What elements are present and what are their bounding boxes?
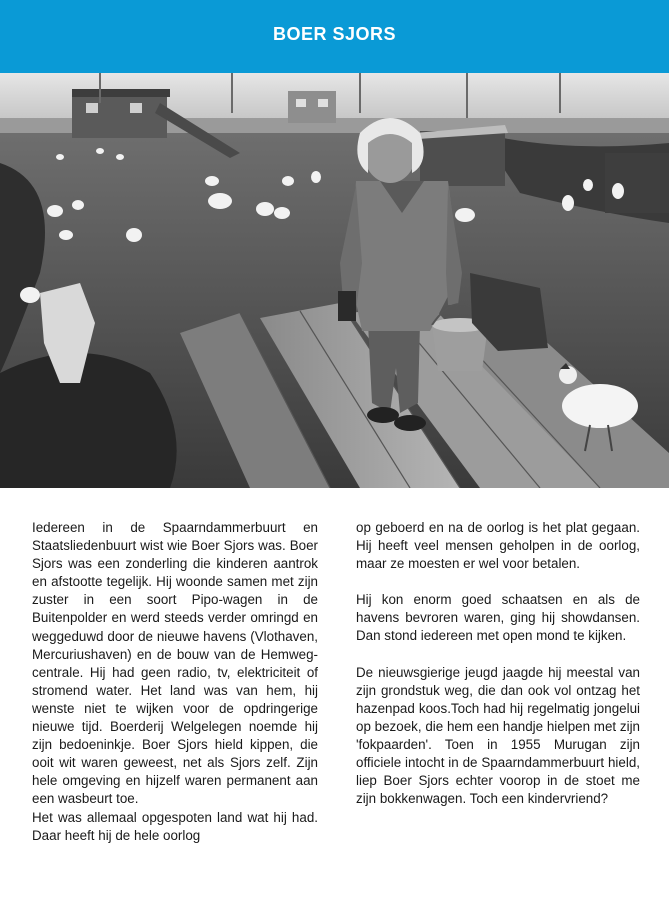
paragraph: Het was allemaal opgespoten land wat hij had. Daar heeft hij de hele oorlog [32, 809, 318, 843]
shack-center [288, 91, 336, 123]
photo-farmer-with-chickens [0, 73, 669, 488]
paragraph: Iedereen in de Spaarndammerbuurt en Staatsliedenbuurt wist wie Boer Sjors was. Boer Sjors was een zonderling die kinderen aantrok en afstootte tegelijk. Hij woonde samen met zijn zuster in een soort Pipo-wagen in de Buitenpolder en werd steeds verder omringd en weggeduwd door de nieuwe havens (Vlothaven, Mercuriushaven) en de bouw van de Hemweg-centrale. Hij had geen radio, tv, elektriciteit of stromend water. Het land was van hem, hij wenste niet te wijken voor de opdringerige nieuwe tijd. Boerderij Welgelegen noemde hij zijn bedoeninkje. Boer Sjors hield kippen, die ooit wit waren geweest, net als Sjors zelf. Zijn hele omgeving en hijzelf waren permanent aan een wasbeurt toe. [32, 520, 318, 807]
photo-illustration [0, 73, 669, 488]
paragraph: Hij kon enorm goed schaatsen en als de havens bevroren waren, ging hij showdansen. Dan stond iedereen met open mond te kijken. [356, 592, 640, 644]
page-title: BOER SJORS [272, 24, 397, 44]
paragraph: De nieuwsgierige jeugd jaagde hij meestal van zijn grondstuk weg, die dan ook vol ontzag het hazenpad koos.Toch had hij regelmatig jongelui op bezoek, die hem een handje hielpen met zijn 'fokpaarden'. Toen in 1955 Murugan zijn officiele intocht in de Spaarndammerbuurt hield, liep Boer Sjors echter voorop in de stoet me zijn bokkenwagen. Toch een kindervriend? [356, 664, 640, 807]
article-column-right [356, 519, 640, 808]
page-header [0, 0, 669, 73]
article-column-left [32, 519, 318, 845]
paragraph: op geboerd en na de oorlog is het plat gegaan. Hij heeft veel mensen geholpen in de oorlog, maar ze moesten er wel voor betalen. [356, 520, 640, 572]
